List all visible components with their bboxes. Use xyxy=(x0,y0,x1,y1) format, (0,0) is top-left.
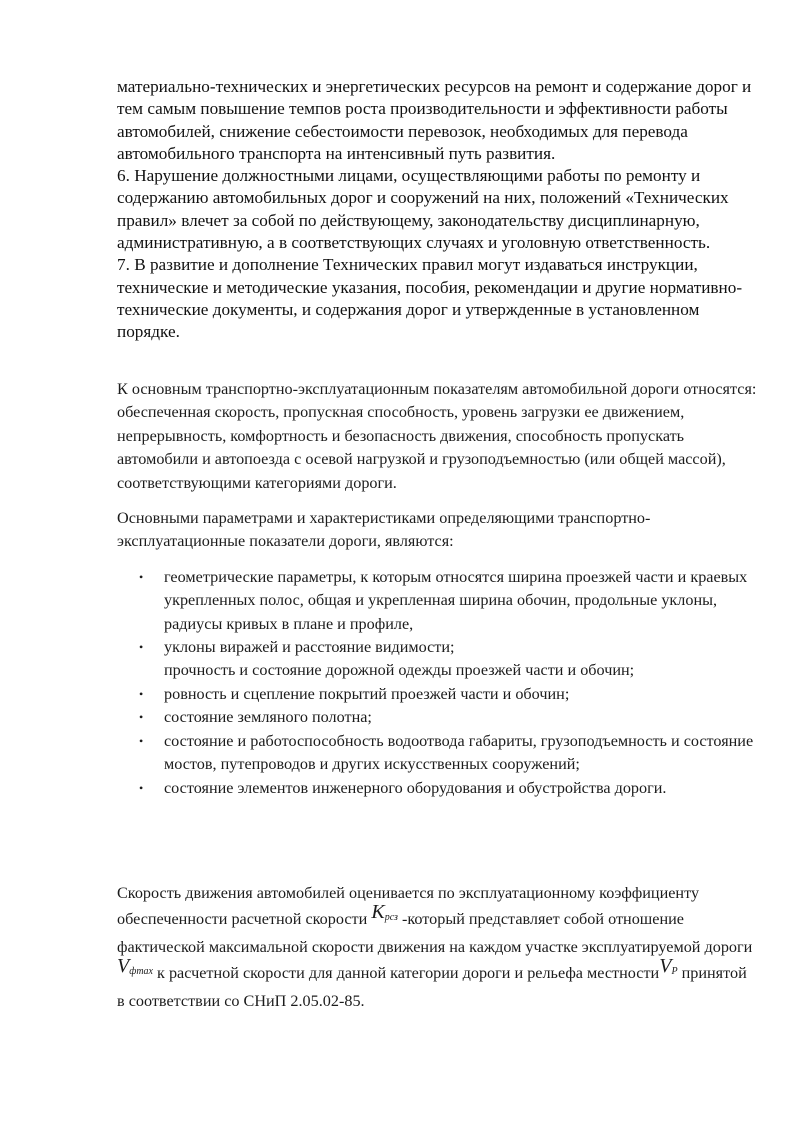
formula-subscript: фmax xyxy=(129,966,153,978)
list-item-text: состояние и работоспособность водоотвода габариты, грузоподъемность и состояние мостов, путепроводов и других искусственных сооружений; xyxy=(164,731,754,774)
indicators-block xyxy=(117,378,757,800)
list-item-text: ровность и сцепление покрытий проезжей части и обочин; xyxy=(164,684,570,703)
formula-symbol: K xyxy=(371,901,385,924)
paragraph-text: -который представляет собой отношение фактической максимальной скорости движения на каждом участке эксплуатируемой дороги xyxy=(117,910,753,956)
v-actual-formula xyxy=(117,955,153,988)
list-item xyxy=(117,777,757,800)
paragraph: К основным транспортно-эксплуатационным показателям автомобильной дороги относятся: обеспеченная скорость, пропускная способность, уровень загрузки ее движением, непрерывность, комфортность и безопасность движения, способность пропускать автомобили и автопоезда с осевой нагрузкой и грузоподъемностью (или общей массой), соответствующими категориями дороги. xyxy=(117,380,757,492)
paragraph: материально-технических и энергетических ресурсов на ремонт и содержание дорог и тем самым повышение темпов роста производительности и эффективности работы автомобилей, снижение себестоимости перевозок, необходимых для перевода автомобильного транспорта на интенсивный путь развития. xyxy=(117,77,752,163)
paragraph: 6. Нарушение должностными лицами, осуществляющими работы по ремонту и содержанию автомобильных дорог и сооружений на них, положений «Технических правил» влечет за собой по действующему, законодательству дисциплинарную, административную, а в соответствующих случаях и уголовную ответственность. xyxy=(117,166,729,253)
list-item-text: состояние земляного полотна; xyxy=(164,708,372,727)
list-item-continuation: прочность и состояние дорожной одежды проезжей части и обочин; xyxy=(164,661,635,680)
speed-coefficient-paragraph xyxy=(117,881,757,1014)
formula-symbol: V xyxy=(659,955,672,978)
parameters-list xyxy=(117,566,757,800)
formula-subscript: рсз xyxy=(384,912,398,924)
paragraph: 7. В развитие и дополнение Технических правил могут издаваться инструкции, технические и методические указания, пособия, рекомендации и другие нормативно-технические документы, и содержания дорог и утвержденные в установленном порядке. xyxy=(117,255,743,342)
bullet-icon: • xyxy=(139,710,144,725)
paragraph-text: Скорость движения автомобилей оценивается по эксплуатационному коэффициенту обеспеченности расчетной скорости xyxy=(117,884,700,929)
v-design-formula xyxy=(659,955,678,988)
bullet-icon: • xyxy=(139,780,144,795)
bullet-icon: • xyxy=(139,733,144,748)
list-item-text: геометрические параметры, к которым относятся ширина проезжей части и краевых укрепленных полос, общая и укрепленная ширина обочин, продольные уклоны, радиусы кривых в плане и профиле, xyxy=(164,567,748,633)
numbered-provisions-block xyxy=(117,76,757,344)
list-item xyxy=(117,730,757,777)
formula-symbol: V xyxy=(117,955,130,978)
list-item-text: состояние элементов инженерного оборудования и обустройства дороги. xyxy=(164,778,667,797)
bullet-icon: • xyxy=(139,569,144,584)
list-item xyxy=(117,566,757,636)
list-item xyxy=(117,706,757,729)
paragraph-text: к расчетной скорости для данной категории дороги и рельефа местности xyxy=(152,964,660,983)
bullet-icon: • xyxy=(139,640,144,655)
list-item xyxy=(117,683,757,706)
list-item-text: уклоны виражей и расстояние видимости; xyxy=(164,638,455,657)
list-item xyxy=(117,636,757,683)
formula-subscript: P xyxy=(671,966,678,978)
paragraph: Основными параметрами и характеристиками определяющими транспортно-эксплуатационные показатели дороги, являются: xyxy=(117,509,651,551)
k-coefficient-formula xyxy=(371,901,398,934)
bullet-icon: • xyxy=(139,686,144,701)
paragraph-text: принятой в соответствии со СНиП 2.05.02-85. xyxy=(117,964,747,1010)
